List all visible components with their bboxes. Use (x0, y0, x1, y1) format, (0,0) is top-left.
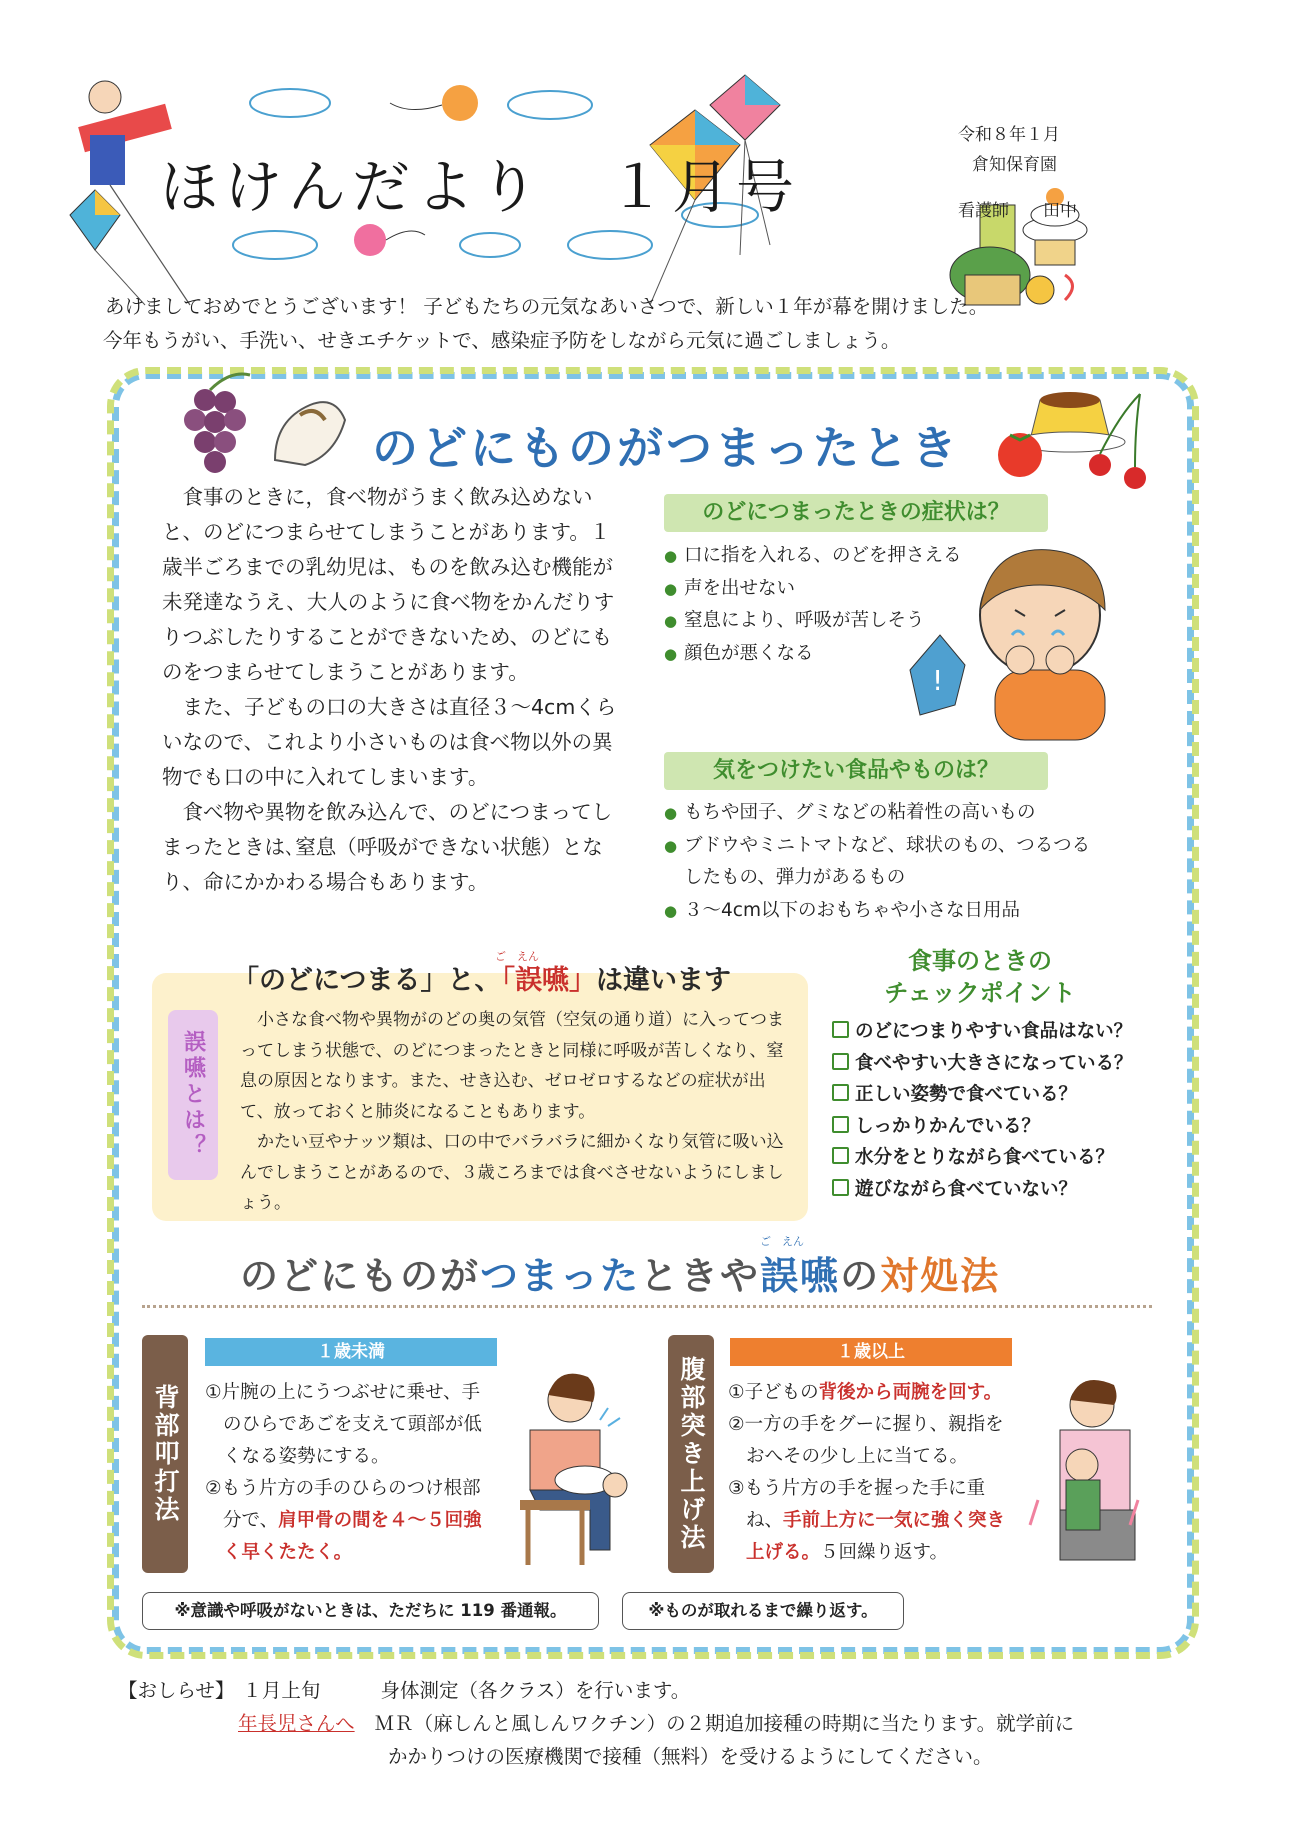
list-item: ● ３～4cm以下のおもちゃや小さな日用品 (664, 895, 1104, 928)
checklist-label: のどにつまりやすい食品はない？ (855, 1021, 1133, 1042)
notice-label: 【おしらせ】 (118, 1679, 235, 1702)
checklist-label: 遊びながら食べていない？ (855, 1178, 1078, 1200)
symptoms-heading: のどにつまったときの症状は？ (664, 494, 1048, 532)
step-2-emphasis: 肩甲骨の間を４～５回強く早くたたく。 (223, 1510, 482, 1563)
choking-child-illustration (900, 540, 1130, 740)
back-blows-steps (205, 1377, 490, 1569)
list-item: ● ブドウやミニトマトなど、球状のもの、つるつるしたもの、弾力があるもの (664, 830, 1104, 895)
abdominal-thrusts-illustration (1020, 1375, 1155, 1575)
step-2-text: ②もう片方の手のひらのつけ根部分で、 (205, 1478, 481, 1531)
step-2: ②一方の手をグーに握り、親指をおへその少し上に当てる。 (728, 1414, 1004, 1467)
foods-list (664, 797, 1104, 927)
main-body-text (162, 480, 622, 900)
goen-paragraph-1: 小さな食べ物や異物がのどの奥の気管（空気の通り道）に入ってつまってしまう状態で、のどにつまったときと同様に呼吸が苦しくなり、窒息の原因となります。また、せき込む、ゼロゼロするなどの症状が出て、放っておくと肺炎になることもあります。 (240, 1010, 784, 1122)
foods-heading: 気をつけたい食品やものは？ (664, 752, 1048, 790)
checklist-item (832, 1048, 1133, 1080)
main-paragraph-3: 食べ物や異物を飲み込んで、のどにつまってしまったときは､窒息（呼吸ができない状態）となり、命にかかわる場合もあります。 (162, 800, 613, 894)
main-paragraph-2: また、子どもの口の大きさは直径３～4cmくらいなので、これより小さいものは食べ物以外の異物でも口の中に入れてしまいます。 (162, 695, 617, 789)
heading-part: 対処法 (880, 1254, 1001, 1298)
list-item: ● 窒息により、呼吸が苦しそう (664, 605, 984, 638)
checklist-item (832, 1016, 1133, 1048)
list-item: ● 声を出せない (664, 573, 984, 606)
issue-date: 令和８年１月 (958, 125, 1060, 145)
checkbox-icon (832, 1053, 849, 1070)
notices (118, 1674, 1178, 1773)
notice-when-2: 年長児さんへ (238, 1712, 355, 1735)
checklist-item (832, 1174, 1133, 1206)
checkbox-icon (832, 1147, 849, 1164)
back-blows-label: 背部叩打法 (142, 1335, 188, 1573)
ruby-text: ご えん (495, 950, 539, 963)
heading-part: ときや (640, 1254, 761, 1298)
list-item: ● もちや団子、グミなどの粘着性の高いもの (664, 797, 1104, 830)
notice-text-1: 身体測定（各クラス）を行います。 (380, 1679, 691, 1702)
heading-part: 誤嚥 (760, 1254, 841, 1298)
goen-title-part-b: 「誤嚥」 (501, 965, 596, 996)
organization-name: 倉知保育園 (972, 155, 1057, 175)
greeting (105, 290, 988, 358)
checkpoints-list (832, 1016, 1133, 1205)
checkpoints-title (860, 945, 1100, 1009)
step-1: ①片腕の上にうつぶせに乗せ、手のひらであごを支えて頭部が低くなる姿勢にする。 (205, 1382, 482, 1467)
main-paragraph-1: 食事のときに，食べ物がうまく飲み込めないと、のどにつまらせてしまうことがあります。１歳半ごろまでの乳幼児は、ものを飲み込む機能が未発達なうえ、大人のように食べ物をかんだりすりつぶしたりすることができないため、のどにものをつまらせてしまうことがあります。 (162, 485, 615, 684)
goen-title-part-c: は違います (595, 965, 731, 996)
greeting-line-2: 今年もうがい、手洗い、せきエチケットで、感染症予防をしながら元気に過ごしましょう。 (103, 329, 901, 352)
age-over-1-bar: １歳以上 (730, 1338, 1012, 1366)
author-line (958, 196, 1077, 226)
step-1-emphasis: 背後から両腕を回す。 (818, 1382, 1003, 1403)
checkbox-icon (832, 1084, 849, 1101)
back-blows-illustration (500, 1370, 635, 1570)
ruby-text: ご えん (760, 1235, 804, 1248)
notice-row-2 (118, 1707, 1178, 1740)
age-under-1-bar: １歳未満 (205, 1338, 497, 1366)
svg-text:!: ! (932, 664, 944, 697)
checklist-item (832, 1142, 1133, 1174)
notice-row-1 (118, 1674, 1178, 1707)
main-heading: のどにものがつまったとき (372, 421, 960, 475)
step-1-text: ①子どもの (728, 1382, 819, 1403)
list-item: ● 顔色が悪くなる (664, 638, 984, 671)
checkbox-icon (832, 1179, 849, 1196)
heading-part: の (840, 1254, 881, 1298)
step-3-tail: ５回繰り返す。 (820, 1542, 949, 1563)
notice-text-2: ＭＲ（麻しんと風しんワクチン）の２期追加接種の時期に当たります。就学前に (374, 1712, 1075, 1735)
heading-part: つまった (480, 1254, 641, 1298)
abdominal-thrusts-steps (728, 1377, 1020, 1569)
checkbox-icon (832, 1116, 849, 1133)
top-spinning-icon (1026, 275, 1073, 304)
checklist-label: しっかりかんでいる？ (855, 1115, 1041, 1137)
goen-paragraph-2: かたい豆やナッツ類は、口の中でバラバラに細かくなり気管に吸い込んでしまうことがあるので、３歳ころまでは食べさせないようにしましょう。 (240, 1132, 784, 1213)
tomato-icon (998, 433, 1042, 477)
step-3-emphasis: 手前上方に一気に強く突き上げる。 (746, 1510, 1006, 1563)
response-heading (240, 1245, 1000, 1300)
checklist-item (832, 1079, 1133, 1111)
checklist-label: 水分をとりながら食べている？ (855, 1147, 1115, 1168)
notice-when-1: １月上旬 (242, 1679, 321, 1702)
abdominal-thrusts-label: 腹部突き上げ法 (668, 1335, 714, 1573)
step-3-text: ③もう片方の手を握った手に重ね、 (728, 1478, 986, 1531)
dotted-divider (142, 1305, 1152, 1308)
checkpoints-title-line-2: チェックポイント (884, 979, 1076, 1007)
author-name: 田中 (1043, 201, 1077, 221)
mochi-dango-icon (275, 402, 345, 465)
note-call-119: ※意識や呼吸がないときは、ただちに 119 番通報。 (142, 1592, 599, 1630)
step-3 (728, 1473, 1020, 1569)
greeting-line-1: あけましておめでとうございます！ 子どもたちの元気なあいさつで、新しい１年が幕を開けました。 (105, 295, 989, 318)
heading-part: のどにものが (240, 1254, 481, 1298)
checkbox-icon (832, 1021, 849, 1038)
newsletter-title: ほけんだより １月号 (160, 153, 801, 221)
checkpoints-title-line-1: 食事のときの (908, 947, 1052, 975)
goen-title (232, 958, 731, 997)
step-2 (205, 1473, 490, 1569)
notice-row-3: かかりつけの医療機関で接種（無料）を受けるようにしてください。 (388, 1745, 993, 1768)
step-1 (728, 1377, 1020, 1409)
goen-title-part-a: 「のどにつまる」と、 (232, 965, 502, 996)
goen-text (240, 1005, 795, 1219)
checklist-label: 正しい姿勢で食べている？ (855, 1084, 1078, 1105)
grapes-icon (184, 374, 250, 473)
list-item: ● 口に指を入れる、のどを押さえる (664, 540, 984, 573)
author-role: 看護師 (958, 201, 1009, 221)
header-meta (958, 120, 1077, 226)
note-repeat: ※ものが取れるまで繰り返す。 (622, 1592, 904, 1630)
checklist-label: 食べやすい大きさになっている？ (855, 1052, 1133, 1074)
diamond-kite-icon (70, 190, 145, 305)
goen-tag: 誤嚥とは？ (168, 1010, 218, 1180)
checklist-item (832, 1111, 1133, 1143)
